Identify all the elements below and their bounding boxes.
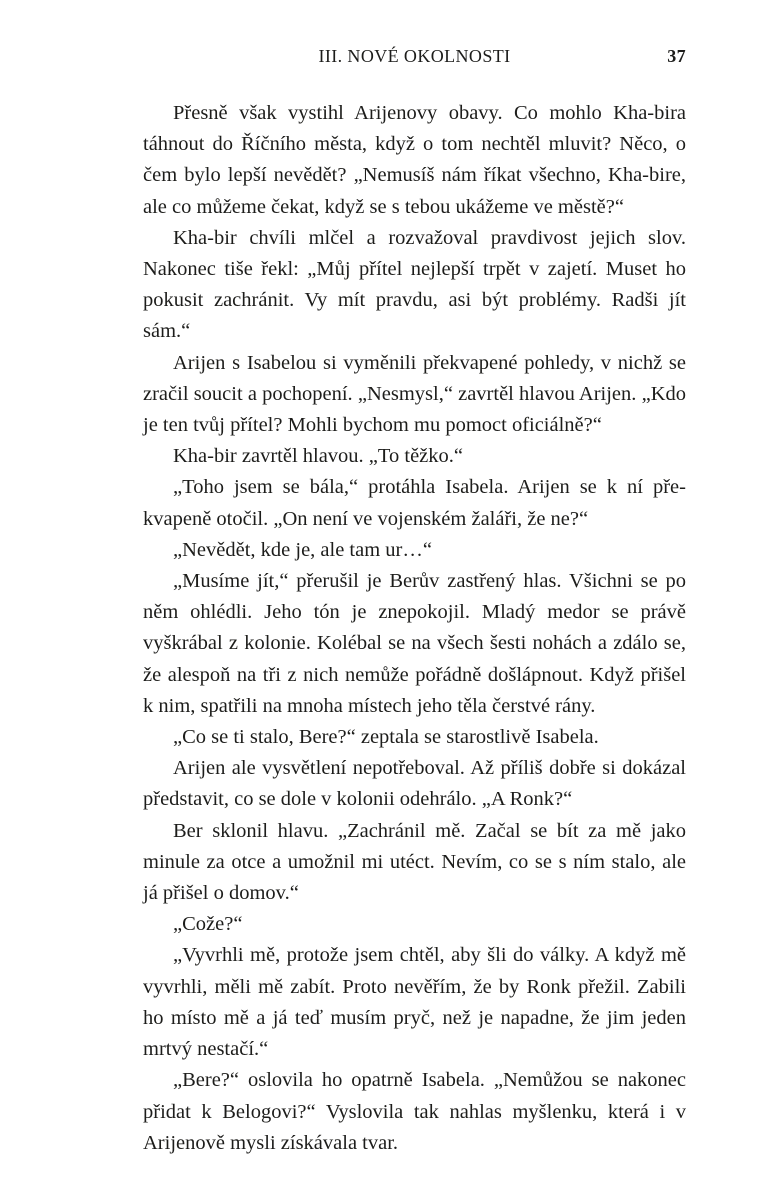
paragraph: Kha-bir zavrtěl hlavou. „To těžko.“ (173, 445, 463, 468)
page-number: 37 (667, 46, 686, 66)
paragraph: „Vyvrhli mě, protože jsem chtěl, aby šli do války. A když mě vyvrhli, měli mě zabít. Proto nevěřím, že by Ronk přežil. Zabili ho místo mě a já teď musím pryč, než je napadne, že jim jeden mrtvý nestačí.“ (143, 944, 686, 1061)
paragraph: Přesně však vystihl Arijenovy obavy. Co mohlo Kha-bira táhnout do Říčního města, když o tom nechtěl mluvit? Něco, o čem bylo lepší nevědět? „Nemusíš nám říkat všechno, Kha-bire, ale co můžeme čekat, když se s tebou ukážeme ve městě?“ (143, 102, 686, 218)
body-text (143, 98, 686, 1159)
paragraph: Arijen ale vysvětlení nepotřeboval. Až příliš dobře si dokázal představit, co se dole v kolonii odehrálo. „A Ronk?“ (143, 757, 686, 811)
paragraph: „Bere?“ oslovila ho opatrně Isabela. „Nemůžou se nakonec přidat k Belogovi?“ Vyslovila tak nahlas myšlenku, která i v Arijenově mysli získávala tvar. (143, 1069, 686, 1154)
paragraph: „Co se ti stalo, Bere?“ zeptala se starostlivě Isabela. (173, 726, 599, 749)
running-header (143, 46, 686, 70)
paragraph: Kha-bir chvíli mlčel a rozvažoval pravdivost jejich slov. Nakonec tiše řekl: „Můj přítel nejlepší trpět v zajetí. Muset ho pokusit zachránit. Vy mít pravdu, asi být problémy. Radši jít sám.“ (143, 226, 686, 343)
paragraph: Arijen s Isabelou si vyměnili překvapené pohledy, v nichž se zračil soucit a pochopení. „Nesmysl,“ zavrtěl hlavou Arijen. „Kdo je ten tvůj přítel? Mohli bychom mu pomoct oficiálně?“ (143, 351, 686, 437)
paragraph: „Nevědět, kde je, ale tam ur…“ (173, 538, 432, 561)
paragraph: „Cože?“ (173, 913, 243, 936)
paragraph: „Toho jsem se bála,“ protáhla Isabela. Arijen se k ní překvapeně otočil. „On není ve vojenském žaláři, že ne?“ (143, 476, 686, 530)
chapter-title: III. NOVÉ OKOLNOSTI (318, 46, 511, 66)
paragraph: Ber sklonil hlavu. „Zachránil mě. Začal se bít za mě jako minule za otce a umožnil mi utéct. Nevím, co se s ním stalo, ale já přišel o domov.“ (143, 819, 686, 905)
paragraph: „Musíme jít,“ přerušil je Berův zastřený hlas. Všichni se po něm ohlédli. Jeho tón je znepokojil. Mladý medor se právě vyškrábal z kolonie. Kolébal se na všech šesti nohách a zdálo se, že alespoň na tři z nich nemůže pořádně došlápnout. Když přišel k nim, spatřili na mnoha místech jeho těla čerstvé rány. (143, 570, 686, 717)
